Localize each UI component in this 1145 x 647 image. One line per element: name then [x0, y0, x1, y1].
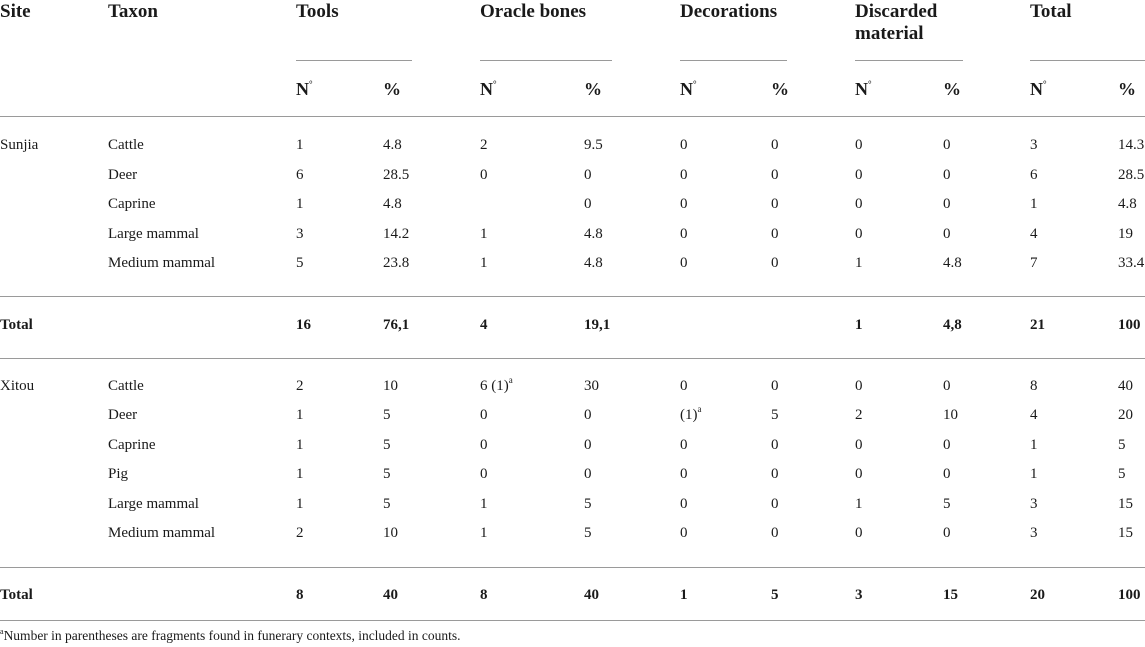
cell-sn [1030, 136, 1038, 154]
cell-value: 1 [480, 225, 488, 242]
cell-value: 5 [1118, 466, 1126, 483]
cell-xn [855, 166, 863, 184]
table-bottom-rule [0, 620, 1145, 621]
cell-sn [1030, 195, 1038, 213]
cell-tn [296, 436, 304, 454]
subheader-percent-oracle: % [584, 79, 602, 99]
cell-tp [383, 524, 398, 542]
cell-value: 0 [680, 436, 688, 453]
cell-op [584, 465, 592, 483]
cell-value: 0 [855, 225, 863, 242]
taxon-cell: Caprine [108, 436, 156, 453]
cell-value: 0 [771, 378, 779, 394]
total-cell-tn: 16 [296, 317, 311, 333]
tools-group-rule [296, 60, 412, 61]
cell-value: 4.8 [383, 196, 402, 212]
taxon-cell: Deer [108, 407, 138, 424]
total-cell-on: 4 [480, 317, 488, 333]
subheader-count-decorations [680, 79, 697, 99]
cell-dp [771, 225, 779, 243]
header-tools: Tools [296, 1, 339, 22]
cell-value: 0 [771, 495, 779, 512]
cell-value: 10 [383, 525, 398, 541]
total-cell-sp: 100 [1118, 587, 1141, 603]
cell-value: 0 [480, 407, 488, 424]
cell-value: 0 [584, 436, 592, 453]
cell-value: 33.4 [1118, 255, 1145, 271]
decorations-group-rule [680, 60, 787, 61]
cell-xp [943, 436, 951, 454]
cell-on [480, 465, 488, 483]
cell-tp [383, 254, 409, 272]
cell-value: 0 [943, 525, 951, 541]
cell-tn [296, 406, 304, 424]
cell-tn [296, 465, 304, 483]
cell-xp [943, 495, 951, 513]
cell-on [480, 225, 488, 243]
cell-value: 0 [855, 466, 863, 483]
total-cell-xp: 4,8 [943, 317, 962, 333]
footnote-marker: a [0, 626, 4, 636]
cell-value: 0 [943, 196, 951, 212]
cell-sp [1118, 254, 1144, 272]
cell-value: 28.5 [1118, 166, 1145, 183]
cell-value: 4.8 [1118, 196, 1137, 212]
cell-value: 0 [584, 466, 592, 483]
cell-value: 4 [1030, 225, 1038, 242]
subheader-count-total [1030, 79, 1047, 99]
cell-dp [771, 136, 779, 154]
cell-dp [771, 195, 779, 213]
header-discarded-line1: Discarded [855, 1, 938, 22]
cell-tp [383, 465, 391, 483]
cell-dn [680, 254, 688, 272]
cell-value: 1 [1030, 436, 1038, 453]
total-cell-sp: 100 [1118, 317, 1141, 333]
taxon-cell: Pig [108, 466, 129, 483]
cell-sn [1030, 524, 1038, 542]
cell-xn [855, 524, 863, 542]
cell-op [584, 225, 603, 243]
count-label: N [480, 79, 493, 99]
cell-sn [1030, 465, 1038, 483]
cell-op [584, 524, 592, 542]
cell-op [584, 406, 592, 424]
cell-value: 4.8 [943, 255, 962, 271]
cell-xp [943, 136, 951, 154]
cell-value: 15 [1118, 495, 1133, 512]
cell-value: 5 [383, 436, 391, 453]
cell-on [480, 166, 488, 184]
cell-value: 0 [855, 166, 863, 183]
cell-sp [1118, 377, 1133, 395]
cell-xp [943, 254, 962, 272]
cell-value: 40 [1118, 378, 1133, 394]
cell-value: 9.5 [584, 137, 603, 153]
cell-xp [943, 195, 951, 213]
cell-value: 0 [943, 137, 951, 153]
cell-sn [1030, 166, 1038, 184]
cell-tp [383, 406, 391, 424]
count-label: N [1030, 79, 1043, 99]
cell-sn [1030, 495, 1038, 513]
cell-dn [680, 465, 688, 483]
cell-tn [296, 254, 304, 272]
cell-xp [943, 406, 958, 424]
total-cell-op: 19,1 [584, 317, 611, 333]
cell-value: 1 [1030, 466, 1038, 483]
count-label: N [855, 79, 868, 99]
cell-value: 5 [584, 525, 592, 541]
cell-value: 0 [855, 378, 863, 394]
cell-tp [383, 436, 391, 454]
sunjia-total-bottom-rule [0, 358, 1145, 359]
cell-value: 2 [855, 407, 863, 424]
cell-xp [943, 377, 951, 395]
cell-value: 4.8 [584, 225, 603, 242]
cell-value: 0 [943, 378, 951, 394]
cell-value: 0 [771, 166, 779, 183]
cell-xp [943, 225, 951, 243]
cell-value: 0 [943, 166, 951, 183]
subheader-percent-decorations: % [771, 79, 789, 99]
cell-value: 4.8 [383, 137, 402, 153]
cell-tn [296, 225, 304, 243]
cell-value: 0 [680, 466, 688, 483]
taxon-cell: Medium mammal [108, 525, 216, 541]
cell-on [480, 524, 488, 542]
cell-sp [1118, 195, 1137, 213]
cell-dn [680, 524, 688, 542]
cell-tn [296, 195, 304, 213]
cell-sn [1030, 254, 1038, 272]
cell-value: 0 [680, 255, 688, 271]
cell-value: 30 [584, 378, 599, 394]
cell-value: 1 [296, 407, 304, 424]
cell-value: 28.5 [383, 166, 410, 183]
total-cell-sn: 20 [1030, 587, 1045, 603]
cell-xp [943, 465, 951, 483]
cell-value: 0 [855, 436, 863, 453]
footnote [0, 628, 461, 644]
cell-value: 23.8 [383, 255, 410, 271]
total-cell-dn: 1 [680, 587, 688, 603]
cell-value: 0 [480, 436, 488, 453]
cell-value: 0 [680, 378, 688, 394]
cell-value: 10 [383, 378, 398, 394]
cell-value: 4.8 [584, 255, 603, 271]
oracle-group-rule [480, 60, 612, 61]
cell-value: 6 [1030, 166, 1038, 183]
cell-value: 1 [296, 137, 304, 153]
taxon-cell: Cattle [108, 378, 144, 394]
cell-value: 0 [771, 255, 779, 271]
cell-sp [1118, 225, 1133, 243]
cell-xn [855, 465, 863, 483]
cell-value: 0 [680, 196, 688, 212]
cell-value: 1 [296, 495, 304, 512]
cell-xn [855, 254, 863, 272]
degree-sign: ° [693, 79, 697, 89]
cell-dp [771, 495, 779, 513]
cell-value: 1 [1030, 196, 1038, 212]
total-cell-xn: 1 [855, 317, 863, 333]
header-bottom-rule [0, 116, 1145, 117]
total-cell-xp: 15 [943, 587, 958, 603]
header-discarded-line2: material [855, 23, 924, 44]
cell-xn [855, 436, 863, 454]
cell-xn [855, 406, 863, 424]
cell-value: 0 [855, 525, 863, 541]
taxon-cell: Caprine [108, 196, 156, 212]
cell-dn [680, 195, 688, 213]
cell-xn [855, 377, 863, 395]
cell-dp [771, 436, 779, 454]
cell-value: 0 [943, 436, 951, 453]
cell-value: 5 [383, 495, 391, 512]
cell-dn [680, 225, 688, 243]
cell-value: 0 [584, 407, 592, 424]
cell-sp [1118, 495, 1133, 513]
cell-value: 1 [480, 255, 488, 271]
cell-value: 0 [771, 436, 779, 453]
cell-value: 5 [383, 407, 391, 424]
cell-value: 1 [296, 196, 304, 212]
cell-xn [855, 495, 863, 513]
header-taxon: Taxon [108, 1, 158, 22]
subheader-percent-tools: % [383, 79, 401, 99]
cell-value: 14.3 [1118, 137, 1145, 153]
cell-value: 4 [1030, 407, 1038, 424]
cell-dn [680, 495, 688, 513]
taxon-cell: Cattle [108, 137, 144, 153]
footnote-text: Number in parentheses are fragments found in funerary contexts, included in counts. [3, 628, 461, 643]
cell-value: (1) [680, 407, 698, 424]
cell-op [584, 436, 592, 454]
cell-value: 3 [1030, 137, 1038, 153]
cell-tp [383, 166, 409, 184]
cell-dn [680, 166, 688, 184]
total-cell-sn: 21 [1030, 317, 1045, 333]
cell-value: 5 [296, 255, 304, 271]
cell-value: 0 [771, 466, 779, 483]
cell-on [480, 136, 488, 154]
cell-op [584, 254, 603, 272]
header-decorations: Decorations [680, 1, 778, 22]
total-cell-on: 8 [480, 587, 488, 603]
subheader-count-oracle [480, 79, 497, 99]
cell-tn [296, 166, 304, 184]
cell-value: 0 [943, 466, 951, 483]
cell-op [584, 495, 592, 513]
cell-sn [1030, 436, 1038, 454]
cell-on [480, 377, 513, 395]
cell-value: 1 [480, 525, 488, 541]
cell-value: 1 [855, 255, 863, 271]
degree-sign: ° [1043, 79, 1047, 89]
cell-value: 0 [680, 137, 688, 153]
cell-xp [943, 166, 951, 184]
cell-value: 0 [480, 166, 488, 183]
cell-xp [943, 524, 951, 542]
cell-value: 8 [1030, 378, 1038, 394]
cell-xn [855, 195, 863, 213]
cell-value: 15 [1118, 525, 1133, 541]
taxon-cell: Large mammal [108, 225, 199, 242]
cell-dp [771, 524, 779, 542]
cell-value: 1 [296, 436, 304, 453]
header-site: Site [0, 1, 31, 22]
cell-value: 0 [584, 166, 592, 183]
cell-op [584, 195, 592, 213]
cell-value: 3 [1030, 525, 1038, 541]
sunjia-total-top-rule [0, 296, 1145, 297]
cell-tn [296, 377, 304, 395]
site-name-xitou: Xitou [0, 378, 35, 394]
cell-value: 6 [296, 166, 304, 183]
cell-tp [383, 136, 402, 154]
cell-value: 0 [855, 196, 863, 212]
cell-value: 0 [680, 166, 688, 183]
total-cell-tn: 8 [296, 587, 304, 603]
cell-value: 6 (1) [480, 378, 509, 394]
subheader-percent-total: % [1118, 79, 1136, 99]
cell-value: 5 [1118, 436, 1126, 453]
cell-value: 14.2 [383, 225, 410, 242]
total-cell-op: 40 [584, 587, 599, 603]
degree-sign: ° [493, 79, 497, 89]
total-label-sunjia: Total [0, 317, 33, 333]
cell-on [480, 495, 488, 513]
taxon-cell: Large mammal [108, 495, 199, 512]
cell-sp [1118, 166, 1144, 184]
cell-value: 20 [1118, 407, 1133, 424]
cell-value: 0 [680, 225, 688, 242]
total-cell-dp: 5 [771, 587, 779, 603]
cell-sn [1030, 406, 1038, 424]
cell-value: 2 [480, 137, 488, 153]
cell-dp [771, 465, 779, 483]
cell-value: 0 [771, 225, 779, 242]
degree-sign: ° [868, 79, 872, 89]
taxon-cell: Deer [108, 166, 138, 183]
count-label: N [296, 79, 309, 99]
xitou-total-top-rule [0, 567, 1145, 568]
cell-dn [680, 377, 688, 395]
subheader-percent-discarded: % [943, 79, 961, 99]
cell-value: 5 [584, 495, 592, 512]
cell-value: 3 [296, 225, 304, 242]
cell-value: 1 [296, 466, 304, 483]
cell-value: 2 [296, 525, 304, 541]
cell-sp [1118, 136, 1144, 154]
site-name-sunjia: Sunjia [0, 137, 39, 153]
cell-sp [1118, 406, 1133, 424]
cell-value: 0 [480, 466, 488, 483]
cell-value: 1 [480, 495, 488, 512]
cell-value: 5 [383, 466, 391, 483]
cell-dn [680, 436, 688, 454]
cell-op [584, 166, 592, 184]
cell-value: 0 [584, 196, 592, 212]
cell-op [584, 136, 603, 154]
cell-value: 0 [943, 225, 951, 242]
cell-tn [296, 524, 304, 542]
cell-tp [383, 195, 402, 213]
cell-dn [680, 136, 688, 154]
cell-value: 0 [680, 525, 688, 541]
header-oracle-bones: Oracle bones [480, 1, 587, 22]
total-label-xitou: Total [0, 587, 33, 603]
cell-sn [1030, 225, 1038, 243]
degree-sign: ° [309, 79, 313, 89]
cell-sn [1030, 377, 1038, 395]
cell-value: 5 [943, 495, 951, 512]
cell-value: 0 [771, 196, 779, 212]
cell-xn [855, 136, 863, 154]
cell-value: 10 [943, 407, 958, 424]
footnote-ref: a [508, 375, 513, 385]
total-cell-xn: 3 [855, 587, 863, 603]
cell-sp [1118, 465, 1126, 483]
taxon-cell: Medium mammal [108, 255, 216, 271]
cell-value: 5 [771, 407, 779, 424]
cell-value: 19 [1118, 225, 1133, 242]
cell-tp [383, 377, 398, 395]
cell-value: 0 [771, 137, 779, 153]
cell-value: 0 [771, 525, 779, 541]
cell-dp [771, 166, 779, 184]
total-cell-tp: 76,1 [383, 317, 410, 333]
cell-dp [771, 254, 779, 272]
cell-on [480, 406, 488, 424]
cell-tp [383, 495, 391, 513]
discarded-group-rule [855, 60, 963, 61]
subheader-count-discarded [855, 79, 872, 99]
cell-dp [771, 377, 779, 395]
cell-op [584, 377, 599, 395]
cell-sp [1118, 524, 1133, 542]
cell-dn [680, 406, 702, 424]
cell-tp [383, 225, 409, 243]
footnote-ref: a [697, 404, 702, 415]
cell-tn [296, 495, 304, 513]
cell-value: 0 [680, 495, 688, 512]
cell-value: 2 [296, 378, 304, 394]
cell-on [480, 436, 488, 454]
cell-tn [296, 136, 304, 154]
cell-on [480, 254, 488, 272]
subheader-count-tools [296, 79, 313, 99]
cell-dp [771, 406, 779, 424]
cell-value: 1 [855, 495, 863, 512]
cell-xn [855, 225, 863, 243]
cell-sp [1118, 436, 1126, 454]
total-cell-tp: 40 [383, 587, 398, 603]
cell-value: 0 [855, 137, 863, 153]
cell-value: 7 [1030, 255, 1038, 271]
count-label: N [680, 79, 693, 99]
total-group-rule [1030, 60, 1145, 61]
cell-value: 3 [1030, 495, 1038, 512]
header-total: Total [1030, 1, 1072, 22]
